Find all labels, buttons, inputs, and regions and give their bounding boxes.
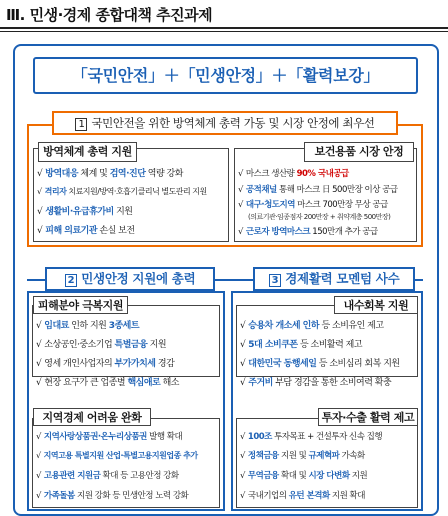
list-item: √ 주거비 부담 경감을 통한 소비여력 확충 — [240, 378, 392, 388]
list-item: √ 국내기업의 유턴 본격화 지원 확대 — [240, 491, 365, 501]
list-item: √ 현장 요구가 큰 업종별 핵심애로 해소 — [36, 378, 179, 388]
slogan-banner: 「국민안전」＋「민생안정」＋「활력보강」 — [33, 57, 418, 94]
list-item: √ 고용관련 지원금 확대 등 고용안정 강화 — [36, 471, 179, 481]
section3-number: 3 — [269, 274, 282, 287]
mask-supply-note: (의료기관·임종점자 200만장 + 취약계층 500만장) — [248, 213, 391, 221]
list-item: √ 영세 개인사업자의 부가가치세 경감 — [36, 359, 175, 369]
list-item: √ 지역사랑상품권·온누리상품권 발행 확대 — [36, 432, 183, 442]
investment-export-title: 투자·수출 활력 제고 — [318, 408, 418, 426]
regional-economy-title: 지역경제 어려움 완화 — [33, 408, 151, 426]
list-item: √ 대구·청도지역 마스크 700만장 무상 공급 — [238, 200, 388, 210]
list-item: √ 100조 투자목표 + 건설투자 신속 집행 — [240, 432, 383, 442]
list-item: √ 정책금융 지원 및 규제혁파 가속화 — [240, 451, 365, 461]
list-item: √ 지역고용 특별지원 산업·특별고용지원업종 추가 — [36, 451, 198, 460]
section1-number: 1 — [75, 118, 87, 131]
section1-title — [52, 111, 398, 135]
list-item: √ 공적채널 통해 마스크 日 500만장 이상 공급 — [238, 185, 398, 195]
list-item: √ 마스크 생산량 90% 국내공급 — [238, 169, 349, 179]
section2-title-text: 민생안정 지원에 총력 — [81, 271, 196, 286]
list-item: √ 방역대응 체계 및 검역·진단 역량 강화 — [37, 169, 183, 179]
section3-title-text: 경제활력 모멘텀 사수 — [285, 271, 400, 286]
header-rule-thin — [0, 31, 448, 32]
health-supplies-title: 보건용품 시장 안정 — [304, 142, 414, 162]
header-rule — [0, 27, 448, 29]
list-item: √ 가족돌봄 지원 강화 등 민생안정 노력 강화 — [36, 491, 189, 501]
section3-title — [253, 267, 415, 291]
section2-number: 2 — [65, 274, 78, 287]
list-item: √ 대한민국 동행세일 등 소비심리 회복 지원 — [240, 359, 400, 369]
section1-title-text: 국민안전을 위한 방역체계 총력 가동 및 시장 안정에 최우선 — [91, 116, 375, 130]
list-item: √ 생활비·유급휴가비 지원 — [37, 207, 133, 217]
list-item: √ 소상공인·중소기업 특별금융 지원 — [36, 340, 167, 350]
page-header — [0, 0, 448, 30]
list-item: √ 임대료 인하 지원 3종세트 — [36, 321, 140, 331]
list-item: √ 승용차 개소세 인하 등 소비유인 제고 — [240, 321, 384, 331]
section2-title — [45, 267, 215, 291]
list-item: √ 격리자 치료지원/방역·호흡기클리닉 별도관리 지원 — [37, 187, 207, 196]
list-item: √ 5대 소비쿠폰 등 소비활력 제고 — [240, 340, 363, 350]
list-item: √ 무역금융 확대 및 시장 다변화 지원 — [240, 471, 368, 481]
quarantine-support-title: 방역체계 총력 지원 — [38, 142, 137, 162]
list-item: √ 근로자 방역마스크 150만개 추가 공급 — [238, 227, 378, 237]
domestic-demand-title: 내수회복 지원 — [334, 296, 418, 314]
damage-recovery-title: 피해분야 극복지원 — [33, 296, 128, 314]
page-title: Ⅲ. 민생·경제 종합대책 추진과제 — [6, 6, 213, 24]
list-item: √ 피해 의료기관 손실 보전 — [37, 226, 135, 236]
